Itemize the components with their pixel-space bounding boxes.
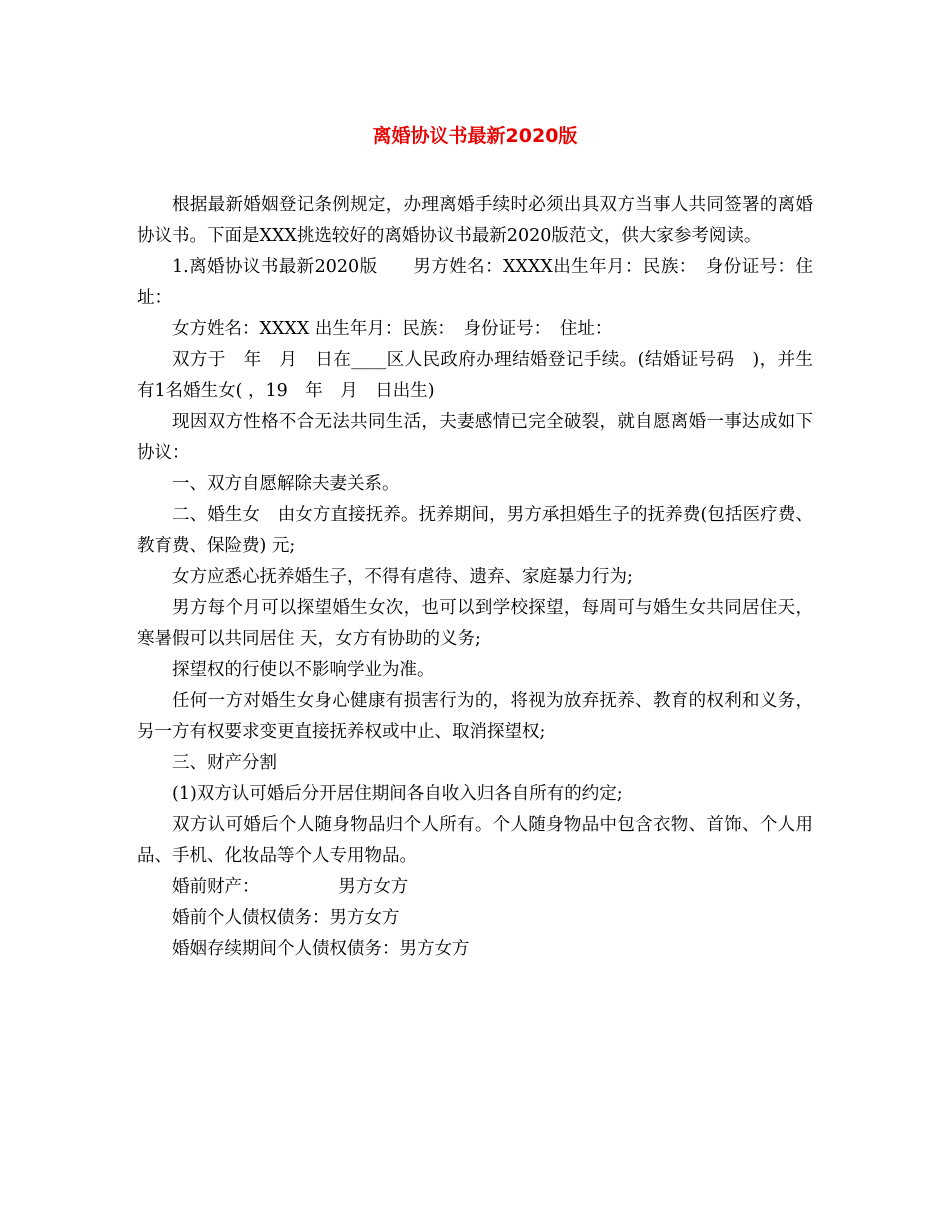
paragraph-visitation: 男方每个月可以探望婚生女次，也可以到学校探望，每周可与婚生女共同居住天，寒暑假可以共同居住 天，女方有协助的义务; bbox=[137, 598, 813, 649]
paragraph-clause-3-heading: 三、财产分割 bbox=[172, 753, 277, 773]
paragraph-divorce-reason: 现因双方性格不合无法共同生活，夫妻感情已完全破裂，就自愿离婚一事达成如下协议： bbox=[137, 412, 813, 463]
paragraph-harm-clause: 任何一方对婚生女身心健康有损害行为的，将视为放弃抚养、教育的权利和义务，另一方有权要求变更直接抚养权或中止、取消探望权; bbox=[137, 691, 813, 742]
paragraph-premarital-property: 婚前财产： 男方女方 bbox=[172, 877, 409, 897]
paragraph-premarital-debts: 婚前个人债权债务：男方女方 bbox=[172, 908, 400, 928]
paragraph-clause-1: 一、双方自愿解除夫妻关系。 bbox=[172, 474, 400, 494]
document-title: 离婚协议书最新2020版 bbox=[372, 125, 578, 147]
paragraph-marital-debts: 婚姻存续期间个人债权债务：男方女方 bbox=[172, 939, 470, 959]
paragraph-intro: 根据最新婚姻登记条例规定，办理离婚手续时必须出具双方当事人共同签署的离婚协议书。下面是XXX挑选较好的离婚协议书最新2020版范文，供大家参考阅读。 bbox=[137, 195, 813, 246]
paragraph-marriage-registration: 双方于 年 月 日在____区人民政府办理结婚登记手续。(结婚证号码 )，并生有1名婚生女( ，19 年 月 日出生) bbox=[137, 350, 813, 401]
paragraph-husband-info: 1.离婚协议书最新2020版 男方姓名：XXXX出生年月：民族： 身份证号：住址： bbox=[137, 257, 813, 308]
paragraph-personal-items: 双方认可婚后个人随身物品归个人所有。个人随身物品中包含衣物、首饰、个人用品、手机、化妆品等个人专用物品。 bbox=[137, 815, 813, 866]
document-body bbox=[137, 190, 813, 965]
paragraph-child-care: 女方应悉心抚养婚生子，不得有虐待、遗弃、家庭暴力行为; bbox=[172, 567, 633, 587]
paragraph-visitation-limit: 探望权的行使以不影响学业为准。 bbox=[172, 660, 435, 680]
paragraph-wife-info: 女方姓名：XXXX 出生年月：民族： 身份证号： 住址： bbox=[172, 319, 613, 339]
paragraph-income: (1)双方认可婚后分开居住期间各自收入归各自所有的约定; bbox=[172, 784, 623, 804]
paragraph-clause-2: 二、婚生女 由女方直接抚养。抚养期间，男方承担婚生子的抚养费(包括医疗费、教育费、保险费) 元; bbox=[137, 505, 813, 556]
